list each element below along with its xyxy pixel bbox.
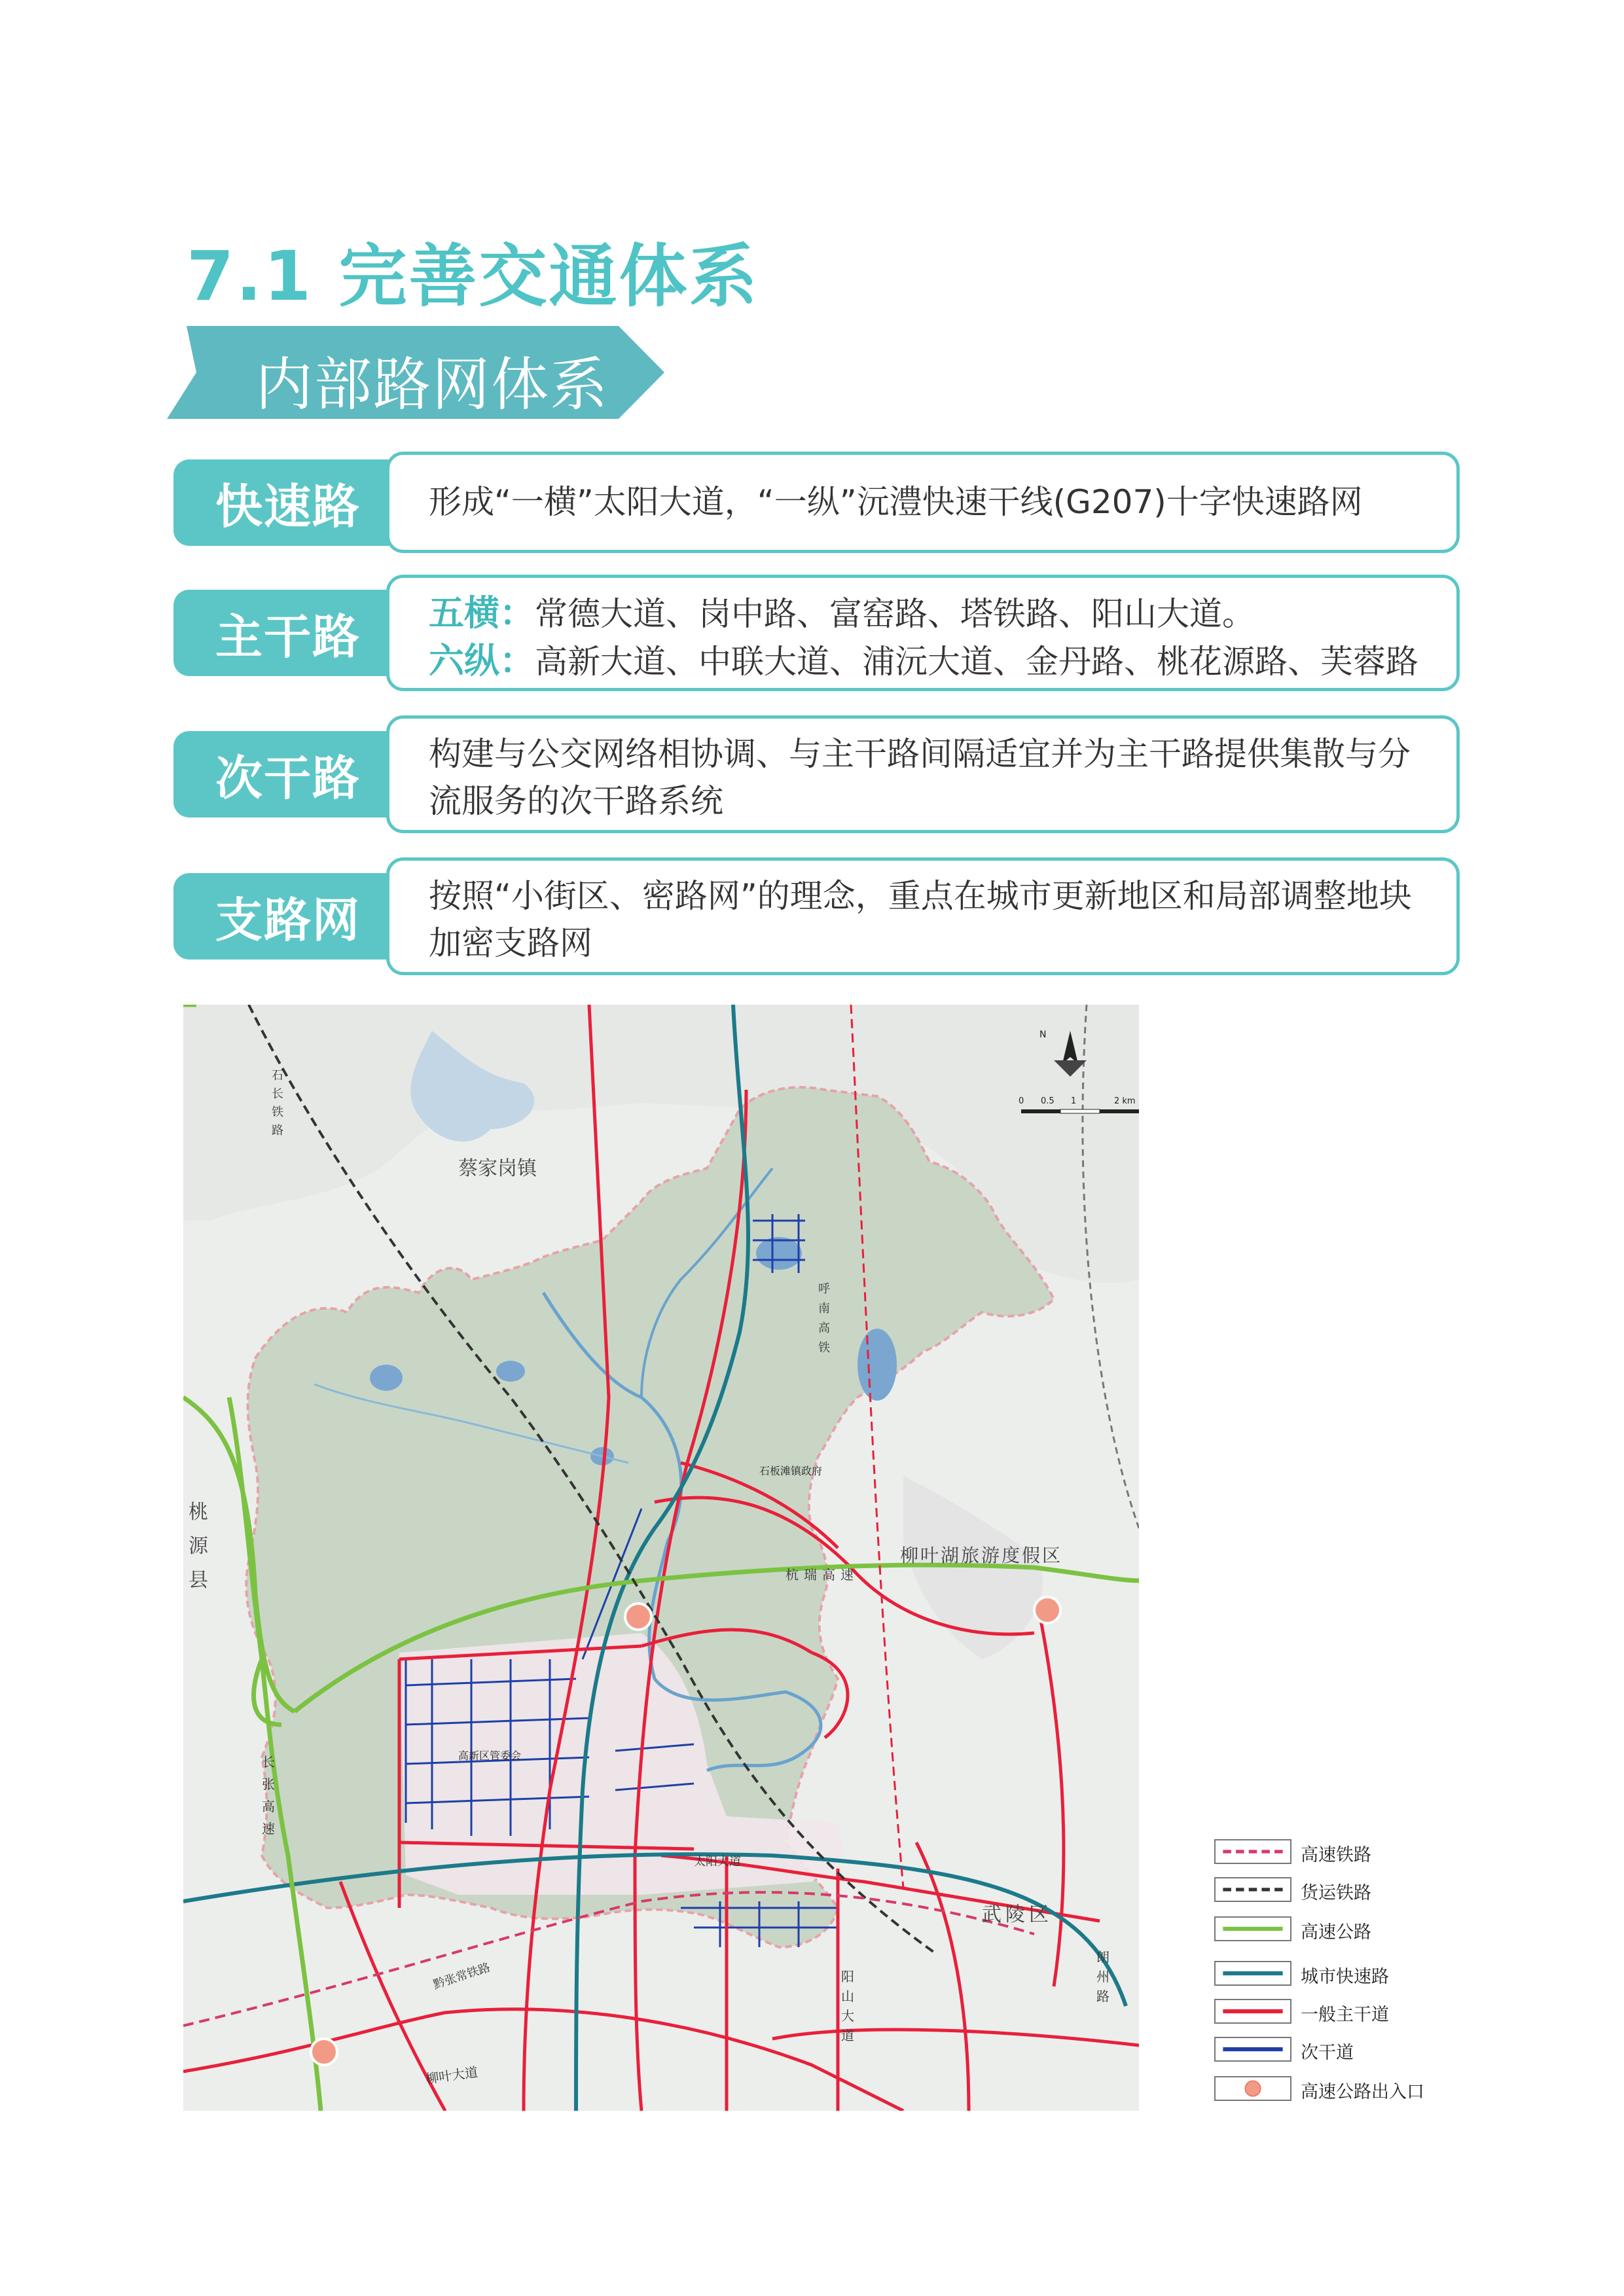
legend-label: 高速公路出入口 (1301, 2082, 1424, 2102)
place-caijia: 蔡家岗镇 (458, 1157, 537, 1180)
row-label: 次干路 (173, 731, 403, 817)
legend-symbol (1214, 1961, 1291, 1986)
row-content (386, 452, 1460, 553)
legend-item (1214, 1916, 1476, 1943)
place-taoyuan: 桃源县 (189, 1501, 208, 1592)
row-line-2 (429, 637, 1430, 685)
row-secondary (173, 715, 1460, 833)
rail-qianzhangchang: 黔张常铁路 (431, 1960, 492, 1992)
road-langzhou: 朗州路 (1096, 1949, 1110, 2004)
legend-item (1214, 2076, 1476, 2102)
row-arterial (173, 575, 1460, 691)
row-label: 主干路 (173, 590, 403, 676)
scale-05: 0.5 (1041, 1096, 1055, 1106)
legend-label: 一般主干道 (1301, 2005, 1389, 2025)
row-key: 五横： (429, 592, 535, 634)
section-banner (167, 326, 664, 419)
row-text: 形成“一横”太阳大道，“一纵”沅澧快速干线(G207)十字快速路网 (429, 483, 1363, 521)
north-label: N (1039, 1030, 1047, 1040)
road-hangrui: 杭瑞高速 (785, 1567, 859, 1583)
scale-1: 1 (1071, 1096, 1077, 1106)
scale-0: 0 (1019, 1096, 1024, 1106)
road-liuye: 柳叶大道 (424, 2064, 479, 2087)
legend-symbol (1214, 1916, 1291, 1941)
exit-marker-1 (625, 1604, 651, 1630)
legend-label: 高速公路 (1301, 1922, 1371, 1943)
rail-shichang: 石长铁路 (272, 1069, 283, 1138)
legend-label: 货运铁路 (1301, 1883, 1371, 1903)
row-content (386, 575, 1460, 691)
row-branch (173, 857, 1460, 975)
banner-title: 内部路网体系 (255, 351, 609, 418)
legend-item (1214, 1839, 1476, 1865)
row-content (386, 857, 1460, 975)
road-changzhang: 长张高速 (262, 1754, 275, 1837)
row-text: 构建与公交网络相协调、与主干路间隔适宜并为主干路提供集散与分流服务的次干路系统 (429, 735, 1411, 820)
row-key: 六纵： (429, 640, 535, 681)
row-label: 快速路 (173, 459, 403, 546)
legend-item (1214, 1999, 1476, 2025)
rail-huxi: 呼南高铁 (818, 1282, 830, 1355)
road-yangshan: 阳山大道 (841, 1969, 854, 2043)
legend-symbol (1214, 2037, 1291, 2062)
legend-label: 高速铁路 (1301, 1845, 1371, 1865)
row-text: 高新大道、中联大道、浦沅大道、金丹路、桃花源路、芙蓉路 (535, 643, 1418, 681)
legend-symbol (1214, 1999, 1291, 2024)
exit-marker-2 (1034, 1597, 1060, 1623)
road-network-map (183, 1005, 1139, 2111)
scale-bar (1021, 1109, 1139, 1113)
row-text: 常德大道、岗中路、富窑路、塔铁路、阳山大道。 (535, 595, 1255, 633)
row-line-1 (429, 590, 1430, 637)
row-content (386, 715, 1460, 833)
legend-symbol (1214, 1839, 1291, 1864)
page-title: 7.1 完善交通体系 (187, 236, 759, 316)
place-wuling: 武陵区 (982, 1903, 1053, 1926)
legend-symbol (1214, 2076, 1291, 2101)
poi-gaoxin: 高新区管委会 (458, 1749, 522, 1762)
row-expressway (173, 452, 1460, 553)
scale-2: 2 km (1114, 1096, 1136, 1106)
legend-symbol (1214, 1877, 1291, 1902)
place-liuye: 柳叶湖旅游度假区 (900, 1545, 1063, 1566)
row-text: 按照“小街区、密路网”的理念，重点在城市更新地区和局部调整地块加密支路网 (429, 877, 1412, 962)
legend-item (1214, 1961, 1476, 1987)
legend-item (1214, 1877, 1476, 1903)
legend-item (1214, 2037, 1476, 2063)
row-label: 支路网 (173, 873, 403, 960)
legend-label: 次干道 (1301, 2043, 1354, 2063)
legend-label: 城市快速路 (1301, 1967, 1389, 1987)
road-taiyang: 太阳大道 (694, 1855, 741, 1869)
exit-marker-3 (311, 2039, 337, 2065)
poi-shiban: 石板滩镇政府 (759, 1465, 823, 1477)
